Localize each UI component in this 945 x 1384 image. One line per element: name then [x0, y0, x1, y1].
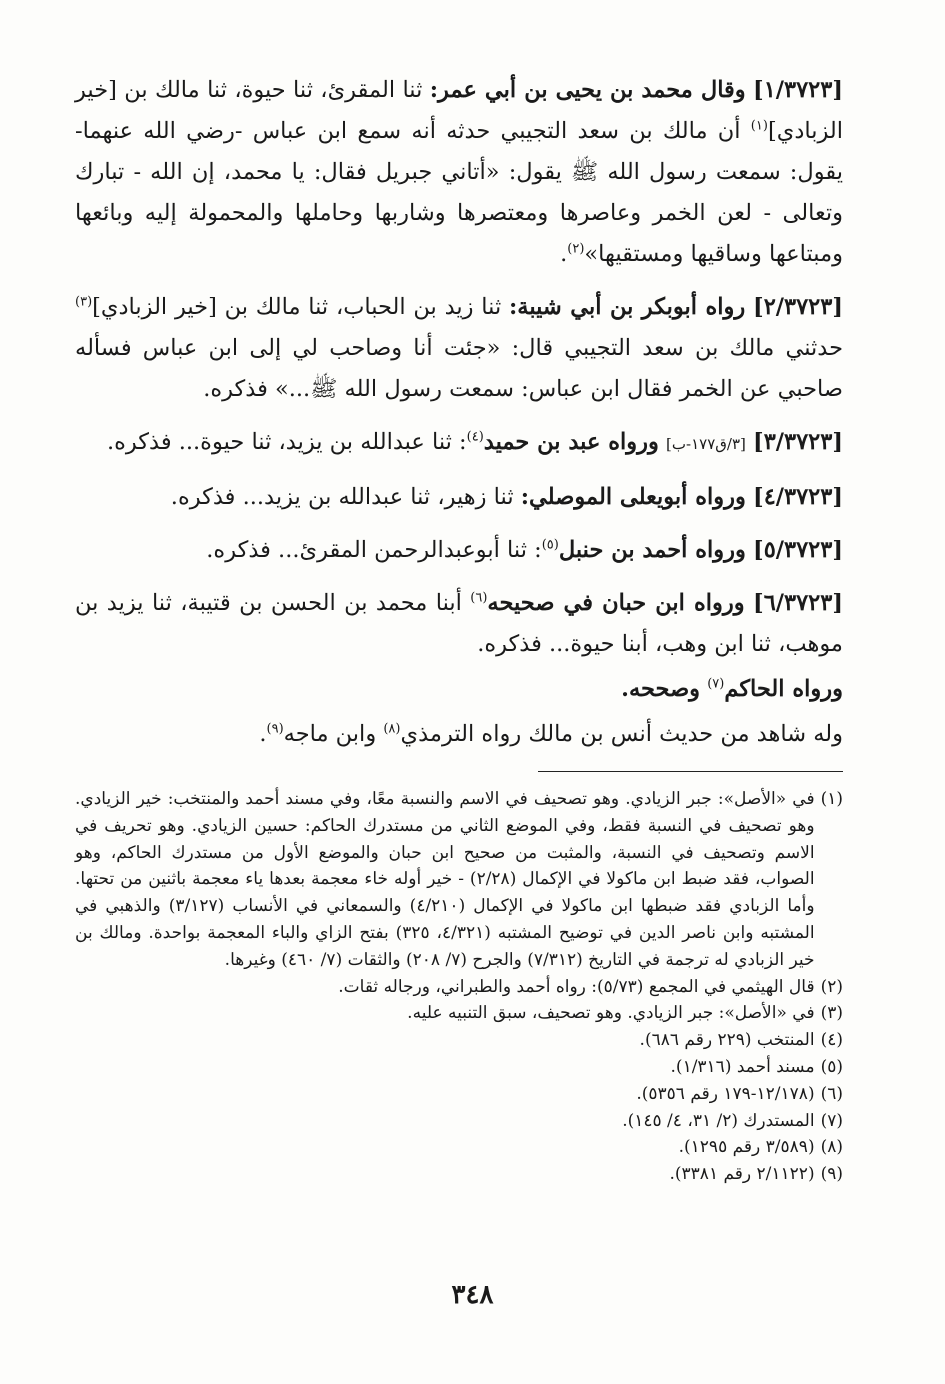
hadith-entry-3 — [75, 422, 843, 465]
footnote-item — [75, 1161, 843, 1188]
footnote-marker[interactable]: (٩) — [266, 721, 284, 737]
footnote-marker[interactable]: (٣) — [75, 294, 93, 310]
narrator-lead: رواه أبوبكر بن أبي شيبة: — [508, 294, 746, 320]
footnote-marker[interactable]: (٥) — [541, 537, 559, 553]
footnote-text: قال الهيثمي في المجمع (٥/٧٣): رواه أحمد والطبراني، ورجاله ثقات. — [338, 976, 815, 997]
footnote-number: (٧) — [820, 1110, 843, 1131]
hadith-entry-2 — [75, 287, 843, 410]
footnote-text: (٢/١١٢٢ رقم ٣٣٨١). — [669, 1164, 815, 1185]
footnote-number: (٩) — [820, 1164, 843, 1185]
entry-number: [١/٣٧٢٣] — [753, 77, 844, 103]
narrator-lead: ورواه أبويعلى الموصلي: — [520, 484, 746, 510]
entry-text: : ثنا أبوعبدالرحمن المقرئ... فذكره. — [206, 537, 542, 563]
footnote-item — [75, 1081, 843, 1108]
hakim-line — [75, 669, 843, 710]
entry-text: . — [560, 241, 568, 267]
entry-text: ثنا زيد بن الحباب، ثنا مالك بن [خير الزبادي] — [92, 294, 502, 320]
hadith-entry-4 — [75, 477, 843, 518]
footnote-number: (٨) — [820, 1137, 843, 1158]
footnote-marker[interactable]: (٢) — [567, 241, 585, 257]
entry-number: [٣/٣٧٢٣] — [753, 429, 843, 455]
narrator-lead: ورواه عبد بن حميد — [483, 429, 659, 455]
footnote-text: في «الأصل»: جبر الزيادي. وهو تصحيف في الاسم والنسبة معًا، وفي مسند أحمد والمنتخب: خير الزيادي. وهو تصحيف في النسبة فقط، وفي الموضع الثاني من مستدرك الحاكم: حسين الزيادي. وهو تحريف في الاسم وتصحيف في النسبة، والمثبت من صحيح ابن حبان والموضع الأول من مستدرك الحاكم، وهو الصواب، فقد ضبط ابن ماكولا في الإكمال (٢/٢٨) - خير أوله خاء معجمة بعدها ياء معجمة باثنين من تحتها. وأما الزبادي فقد ضبطها ابن ماكولا في الإكمال (٤/٢١٠) والسمعاني في الأنساب (٣/١٢٧) والذهبي في المشتبه وابن ناصر الدين في توضيح المشتبه (٤/٣٢١، ٣٢٥) بفتح الزاي والباء المعجمة بواحدة. ومالك بن خير الزبادي له ترجمة في التاريخ (٧/٣١٢) والجرح (٧/ ٢٠٨) والثقات (٧/ ٤٦٠) وغيرها. — [75, 789, 815, 970]
main-text — [75, 70, 843, 755]
narrator-lead: ورواه أحمد بن حنبل — [558, 537, 746, 563]
footnote-item — [75, 1027, 843, 1054]
narrator-lead: ورواه ابن حبان في صحيحه — [487, 590, 745, 616]
footnote-text: مسند أحمد (١/٣١٦). — [670, 1056, 815, 1077]
footnote-marker[interactable]: (٧) — [707, 676, 725, 692]
entry-text: ثنا المقرئ، ثنا حيوة، ثنا مالك بن [خير الزبادي] — [75, 77, 843, 144]
footnote-number: (٣) — [820, 1003, 843, 1024]
footnote-marker[interactable]: (١) — [750, 118, 768, 134]
footnote-item — [75, 786, 843, 974]
hadith-entry-5 — [75, 530, 843, 571]
footnote-marker[interactable]: (٦) — [470, 590, 488, 606]
footnote-number: (٥) — [820, 1056, 843, 1077]
entry-number: [٥/٣٧٢٣] — [753, 537, 843, 563]
footnote-number: (٢) — [820, 976, 843, 997]
footnote-marker[interactable]: (٨) — [383, 721, 401, 737]
entry-text: حدثني مالك بن سعد التجيبي قال: «جئت أنا وصاحب لي إلى ابن عباس فسأله صاحبي عن الخمر فقال ابن عباس: سمعت رسول الله ﷺ...» فذكره. — [75, 335, 843, 402]
footnote-text: في «الأصل»: جبر الزيادي. وهو تصحيف، سبق التنبيه عليه. — [407, 1003, 815, 1024]
manuscript-folio-note: [٣/ق١٧٧-ب] — [666, 435, 746, 453]
entry-number: [٤/٣٧٢٣] — [753, 484, 843, 510]
narrator-lead: وصححه. — [621, 676, 701, 702]
footnote-number: (١) — [820, 789, 843, 809]
entry-text: أبنا محمد بن الحسن بن قتيبة، ثنا يزيد بن موهب، ثنا ابن وهب، أبنا حيوة... فذكره. — [75, 590, 843, 657]
hadith-entry-1 — [75, 70, 843, 275]
footnote-text: (١٢/١٧٨-١٧٩ رقم ٥٣٥٦). — [636, 1083, 815, 1104]
narrator-lead: وقال محمد بن يحيى بن أبي عمر: — [429, 77, 746, 103]
footnote-number: (٤) — [820, 1030, 843, 1051]
footnote-number: (٦) — [820, 1083, 843, 1104]
witness-line — [75, 714, 843, 755]
footnote-item — [75, 1054, 843, 1081]
footnote-item — [75, 1134, 843, 1161]
footnote-item — [75, 1108, 843, 1135]
footnote-marker[interactable]: (٤) — [466, 429, 484, 445]
footnote-text: (٣/٥٨٩ رقم ١٢٩٥). — [678, 1137, 815, 1158]
entry-text: . — [259, 721, 267, 747]
footnote-item — [75, 1000, 843, 1027]
page-number: ٣٤٨ — [451, 1280, 494, 1310]
entry-text: ثنا زهير، ثنا عبدالله بن يزيد... فذكره. — [170, 484, 514, 510]
entry-number: [٢/٣٧٢٣] — [753, 294, 843, 320]
entry-text: وله شاهد من حديث أنس بن مالك رواه الترمذي — [400, 721, 843, 747]
footnote-separator — [538, 771, 843, 772]
footnotes — [75, 786, 843, 1188]
footnote-text: المنتخب (٢٢٩ رقم ٦٨٦). — [639, 1030, 815, 1051]
entry-number: [٦/٣٧٢٣] — [753, 590, 843, 616]
footnote-item — [75, 974, 843, 1001]
hadith-entry-6 — [75, 583, 843, 665]
footnote-text: المستدرك (٢/ ٣١، ٤/ ١٤٥). — [622, 1110, 815, 1131]
entry-text: : ثنا عبدالله بن يزيد، ثنا حيوة... فذكره. — [106, 429, 467, 455]
entry-text: وابن ماجه — [283, 721, 377, 747]
entry-text: أن مالك بن سعد التجيبي حدثه أنه سمع ابن عباس -رضي الله عنهما- يقول: سمعت رسول الله ﷺ يقول: «أتاني جبريل فقال: يا محمد، إن الله - تبارك وتعالى - لعن الخمر وعاصرها ومعتصرها وشاربها وحاملها والمحمولة إليه وبائعها ومبتاعها وساقيها ومستقيها» — [75, 118, 844, 267]
narrator-lead: ورواه الحاكم — [724, 676, 843, 702]
